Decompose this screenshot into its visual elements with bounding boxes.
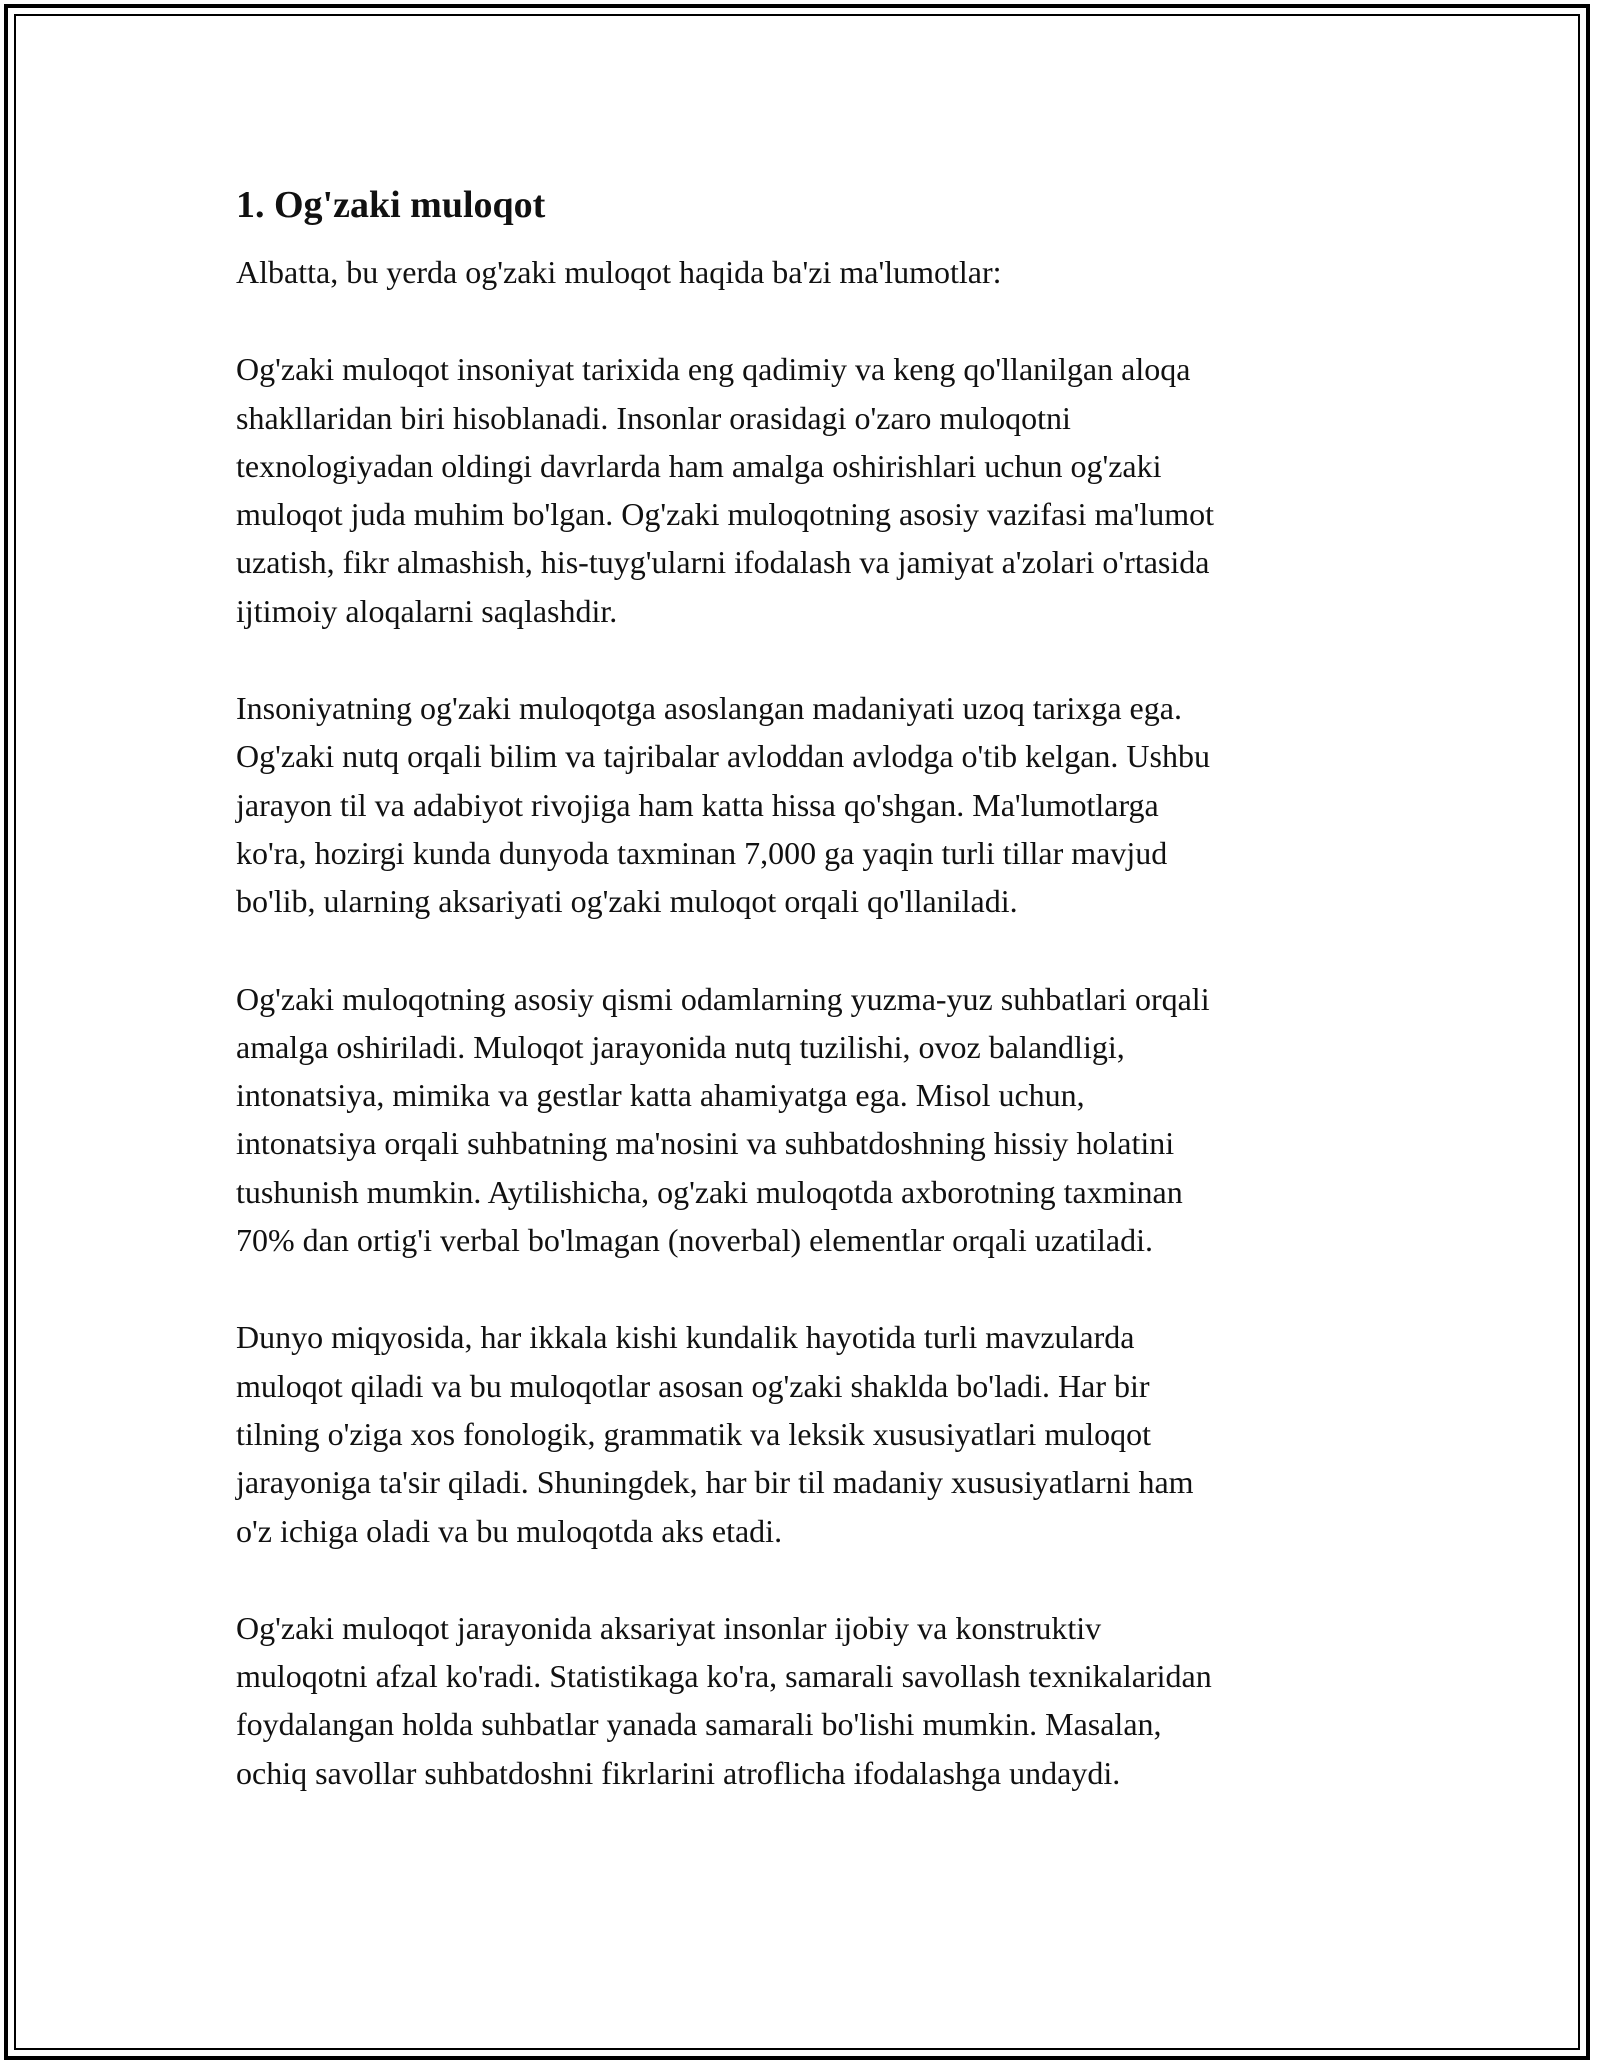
paragraph-world [236, 1313, 1376, 1554]
paragraph-line: tushunish mumkin. Aytilishicha, og'zaki muloqotda axborotning taxminan [236, 1173, 1183, 1210]
paragraph-line: muloqotni afzal ko'radi. Statistikaga ko'ra, samarali savollash texnikalaridan [236, 1658, 1212, 1695]
paragraph-culture [236, 684, 1376, 925]
paragraph-line: amalga oshiriladi. Muloqot jarayonida nutq tuzilishi, ovoz balandligi, [236, 1028, 1125, 1065]
paragraph-line: muloqot qiladi va bu muloqotlar asosan og'zaki shaklda bo'ladi. Har bir [236, 1367, 1150, 1404]
paragraph-history [236, 345, 1376, 635]
paragraph-line: tilning o'ziga xos fonologik, grammatik va leksik xususiyatlari muloqot [236, 1415, 1151, 1452]
paragraph-line: intonatsiya orqali suhbatning ma'nosini va suhbatdoshning hissiy holatini [236, 1125, 1175, 1162]
paragraph-line: Albatta, bu yerda og'zaki muloqot haqida ba'zi ma'lumotlar: [236, 254, 1002, 290]
paragraph-line: Insoniyatning og'zaki muloqotga asoslangan madaniyati uzoq tarixga ega. [236, 690, 1182, 727]
paragraph-line: ijtimoiy aloqalarni saqlashdir. [236, 592, 618, 629]
paragraph-line: foydalangan holda suhbatlar yanada samarali bo'lishi mumkin. Masalan, [236, 1706, 1162, 1743]
paragraph-line: texnologiyadan oldingi davrlarda ham amalga oshirishlari uchun og'zaki [236, 447, 1162, 484]
paragraph-line: 70% dan ortig'i verbal bo'lmagan (noverbal) elementlar orqali uzatiladi. [236, 1222, 1153, 1259]
paragraph-constructive [236, 1604, 1376, 1797]
paragraph-line: Og'zaki nutq orqali bilim va tajribalar avloddan avlodga o'tib kelgan. Ushbu [236, 738, 1210, 775]
paragraph-face-to-face [236, 975, 1376, 1265]
paragraph-line: bo'lib, ularning aksariyati og'zaki muloqot orqali qo'llaniladi. [236, 883, 1018, 920]
paragraph-line: uzatish, fikr almashish, his-tuyg'ularni ifodalash va jamiyat a'zolari o'rtasida [236, 544, 1210, 581]
paragraph-line: jarayon til va adabiyot rivojiga ham katta hissa qo'shgan. Ma'lumotlarga [236, 786, 1159, 823]
paragraph-line: jarayoniga ta'sir qiladi. Shuningdek, har bir til madaniy xususiyatlarni ham [236, 1464, 1194, 1501]
paragraph-line: shakllaridan biri hisoblanadi. Insonlar orasidagi o'zaro muloqotni [236, 399, 1071, 436]
paragraph-line: Og'zaki muloqot jarayonida aksariyat insonlar ijobiy va konstruktiv [236, 1609, 1102, 1646]
paragraph-line: o'z ichiga oladi va bu muloqotda aks etadi. [236, 1512, 783, 1549]
paragraph-intro [236, 248, 1376, 296]
paragraph-line: Og'zaki muloqot insoniyat tarixida eng qadimiy va keng qo'llanilgan aloqa [236, 351, 1191, 388]
paragraph-line: Og'zaki muloqotning asosiy qismi odamlarning yuzma-yuz suhbatlari orqali [236, 980, 1210, 1017]
paragraph-line: ochiq savollar suhbatdoshni fikrlarini atroflicha ifodalashga undaydi. [236, 1754, 1121, 1791]
document-body [236, 180, 1376, 1846]
section-heading: 1. Og'zaki muloqot [236, 184, 546, 226]
paragraph-line: ko'ra, hozirgi kunda dunyoda taxminan 7,000 ga yaqin turli tillar mavjud [236, 834, 1168, 871]
paragraph-line: Dunyo miqyosida, har ikkala kishi kundalik hayotida turli mavzularda [236, 1319, 1135, 1356]
paragraph-line: intonatsiya, mimika va gestlar katta ahamiyatga ega. Misol uchun, [236, 1077, 1085, 1114]
paragraph-line: muloqot juda muhim bo'lgan. Og'zaki muloqotning asosiy vazifasi ma'lumot [236, 496, 1215, 533]
